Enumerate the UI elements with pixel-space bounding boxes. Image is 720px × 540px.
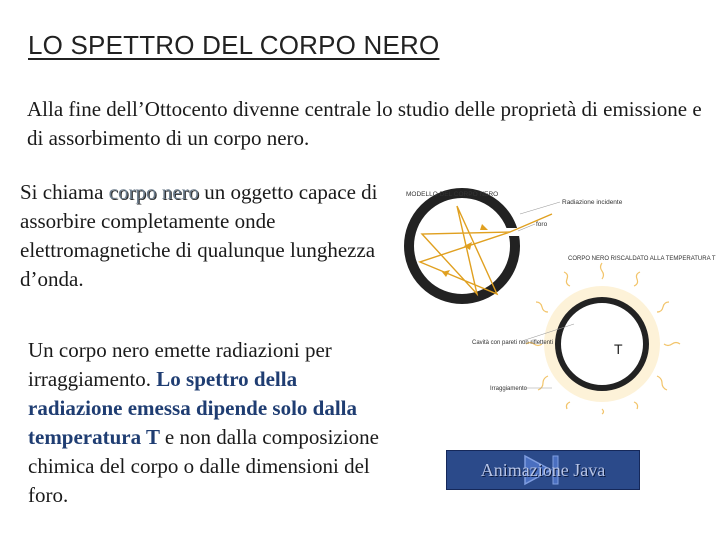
emission-paragraph (28, 336, 388, 510)
heated-body (526, 263, 680, 414)
label-incident: Radiazione incidente (562, 199, 623, 206)
blackbody-diagram-svg (402, 184, 716, 414)
cavity-ring (409, 193, 515, 299)
emission-text-2: e non dalla composizione chimica del corpo o dalle dimensioni del foro. (28, 425, 379, 507)
intro-paragraph: Alla fine dell’Ottocento divenne centrale lo studio delle proprietà di emissione e di assorbimento di un corpo nero. (27, 97, 702, 150)
emission-highlight: Lo spettro della radiazione emessa dipende solo dalla temperatura T (28, 367, 358, 449)
definition-suffix: un oggetto capace di assorbire completamente onde elettromagnetiche di qualunque lunghezza d’onda. (20, 180, 378, 291)
temperature-label: T (614, 341, 623, 357)
ray-arrows (442, 224, 488, 277)
java-animation-label: Animazione Java (480, 459, 606, 480)
definition-term: corpo nero (108, 180, 200, 204)
label-hole: foro (536, 221, 548, 228)
heated-cavity-ring (558, 300, 646, 388)
java-animation-button[interactable] (446, 450, 640, 490)
blackbody-diagram (402, 184, 716, 414)
definition-paragraph (20, 178, 390, 294)
label-model: MODELLO DEL CORPO NERO (406, 191, 499, 198)
definition-prefix: Si chiama (20, 180, 109, 204)
label-heated: CORPO NERO RISCALDATO ALLA TEMPERATURA T (568, 256, 716, 262)
emission-text-1: Un corpo nero emette radiazioni per irraggiamento. (28, 338, 332, 391)
slide-title: LO SPETTRO DEL CORPO NERO (28, 30, 440, 60)
label-cavity: Cavità con pareti non riflettenti (472, 340, 554, 346)
label-irradiation: Irraggiamento (490, 386, 528, 392)
reflected-rays (420, 206, 552, 294)
